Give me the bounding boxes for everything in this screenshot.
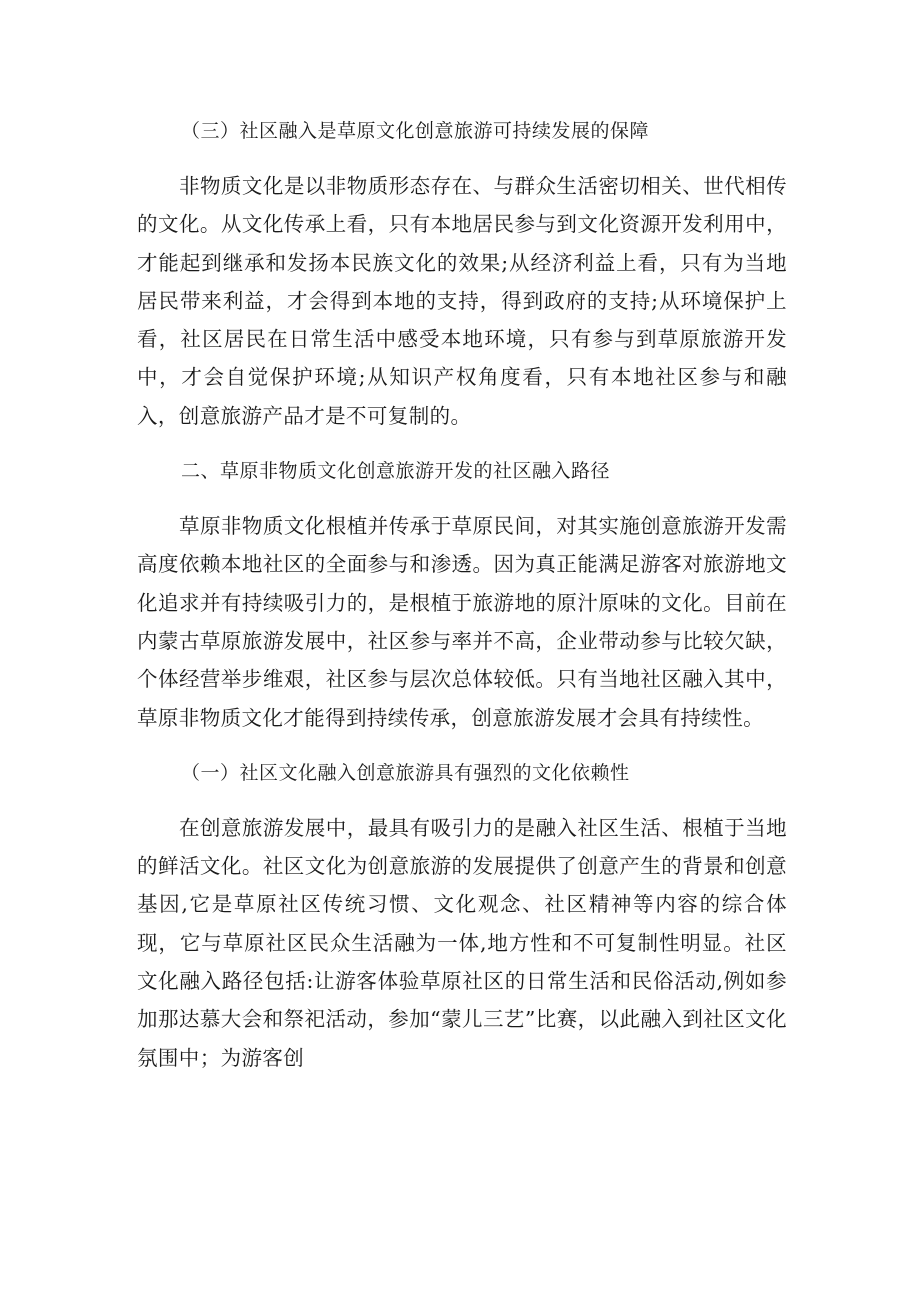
- section-heading-community-integration-guarantee: （三）社区融入是草原文化创意旅游可持续发展的保障: [181, 120, 650, 142]
- paragraph-grassland-culture-roots: 草原非物质文化根植并传承于草原民间，对其实施创意旅游开发需高度依赖本地社区的全面参与和渗透。因为真正能满足游客对旅游地文化追求并有持续吸引力的，是根植于旅游地的原汁原味的文化。目前在内蒙古草原旅游发展中，社区参与率并不高，企业带动参与比较欠缺，个体经营举步维艰，社区参与层次总体较低。只有当地社区融入其中，草原非物质文化才能得到持续传承，创意旅游发展才会具有持续性。: [137, 514, 787, 730]
- paragraph-intangible-culture: 非物质文化是以非物质形态存在、与群众生活密切相关、世代相传的文化。从文化传承上看，只有本地居民参与到文化资源开发利用中，才能起到继承和发扬本民族文化的效果;从经济利益上看，只有为当地居民带来利益，才会得到本地的支持，得到政府的支持;从环境保护上看，社区居民在日常生活中感受本地环境，只有参与到草原旅游开发中，才会自觉保护环境;从知识产权角度看，只有本地社区参与和融入，创意旅游产品才是不可复制的。: [137, 174, 787, 428]
- section-heading-cultural-dependence: （一）社区文化融入创意旅游具有强烈的文化依赖性: [181, 761, 630, 784]
- section-heading-integration-paths: 二、草原非物质文化创意旅游开发的社区融入路径: [181, 460, 611, 483]
- paragraph-community-culture: 在创意旅游发展中，最具有吸引力的是融入社区生活、根植于当地的鲜活文化。社区文化为创意旅游的发展提供了创意产生的背景和创意基因,它是草原社区传统习惯、文化观念、社区精神等内容的综合体现，它与草原社区民众生活融为一体,地方性和不可复制性明显。社区文化融入路径包括:让游客体验草原社区的日常生活和民俗活动,例如参加那达慕大会和祭祀活动，参加“蒙儿三艺”比赛，以此融入到社区文化氛围中；为游客创: [137, 815, 787, 1070]
- document-body: [137, 112, 787, 1094]
